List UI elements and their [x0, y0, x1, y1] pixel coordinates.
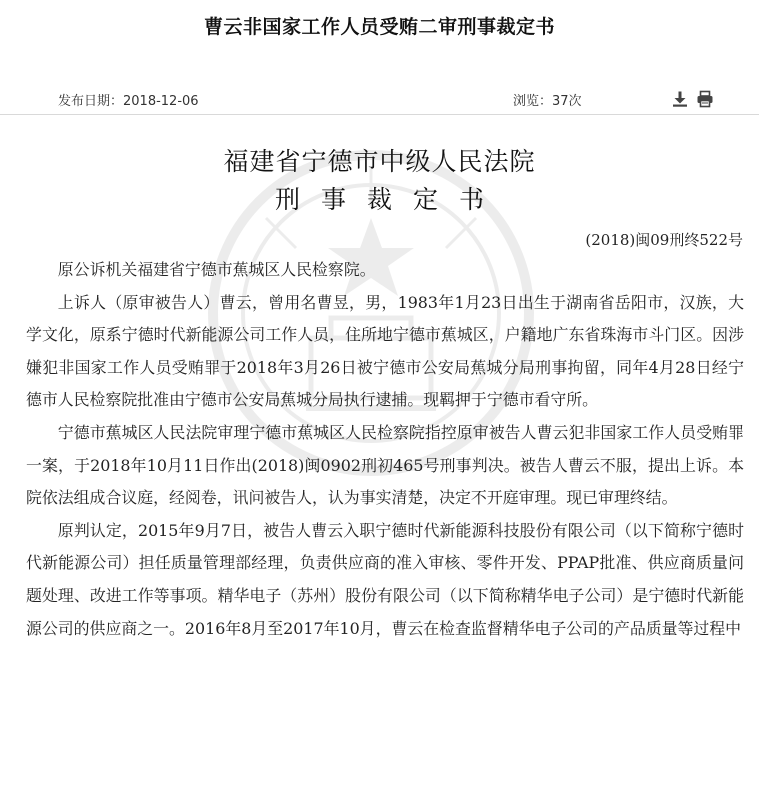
case-number: (2018)闽09刑终522号: [585, 231, 743, 249]
paragraph: 原判认定，2015年9月7日，被告人曹云入职宁德时代新能源科技股份有限公司（以下简称宁德时代新能源公司）担任质量管理部经理，负责供应商的准入审核、零件开发、PPAP批准、供应商质量问题处理、改进工作等事项。精华电子（苏州）股份有限公司（以下简称精华电子公司）是宁德时代新能源公司的供应商之一。2016年8月至2017年10月，曹云在检查监督精华电子公司的产品质量等过程中: [26, 520, 744, 638]
download-icon: [671, 90, 689, 108]
court-name: 福建省宁德市中级人民法院: [223, 147, 536, 176]
document-type: 刑事裁定书: [274, 185, 505, 214]
document-body: [26, 254, 744, 645]
meta-bar: [0, 84, 759, 115]
paragraph: 上诉人（原审被告人）曹云，曾用名曹昱，男，1983年1月23日出生于湖南省岳阳市，汉族，大学文化，原系宁德时代新能源公司工作人员，住所地宁德市蕉城区，户籍地广东省珠海市斗门区。因涉嫌犯非国家工作人员受贿罪于2018年3月26日被宁德市公安局蕉城分局刑事拘留，同年4月28日经宁德市人民检察院批准由宁德市公安局蕉城分局执行逮捕。现羁押于宁德市看守所。: [26, 292, 744, 410]
print-icon: [696, 90, 714, 108]
view-count-label: 浏览：: [513, 94, 553, 109]
view-count-value: 37次: [552, 94, 582, 109]
page-title: 曹云非国家工作人员受贿二审刑事裁定书: [203, 16, 555, 38]
paragraph: 宁德市蕉城区人民法院审理宁德市蕉城区人民检察院指控原审被告人曹云犯非国家工作人员受贿罪一案，于2018年10月11日作出(2018)闽0902刑初465号刑事判决。被告人曹云不服，提出上诉。本院依法组成合议庭，经阅卷，讯问被告人，认为事实清楚，决定不开庭审理。现已审理终结。: [26, 422, 744, 508]
view-count: [513, 90, 582, 109]
download-button[interactable]: [671, 90, 689, 108]
print-button[interactable]: [696, 90, 714, 108]
publish-date: [58, 90, 199, 109]
paragraph: 原公诉机关福建省宁德市蕉城区人民检察院。: [57, 260, 376, 279]
publish-date-label: 发布日期：: [58, 94, 124, 109]
publish-date-value: 2018-12-06: [123, 94, 199, 109]
